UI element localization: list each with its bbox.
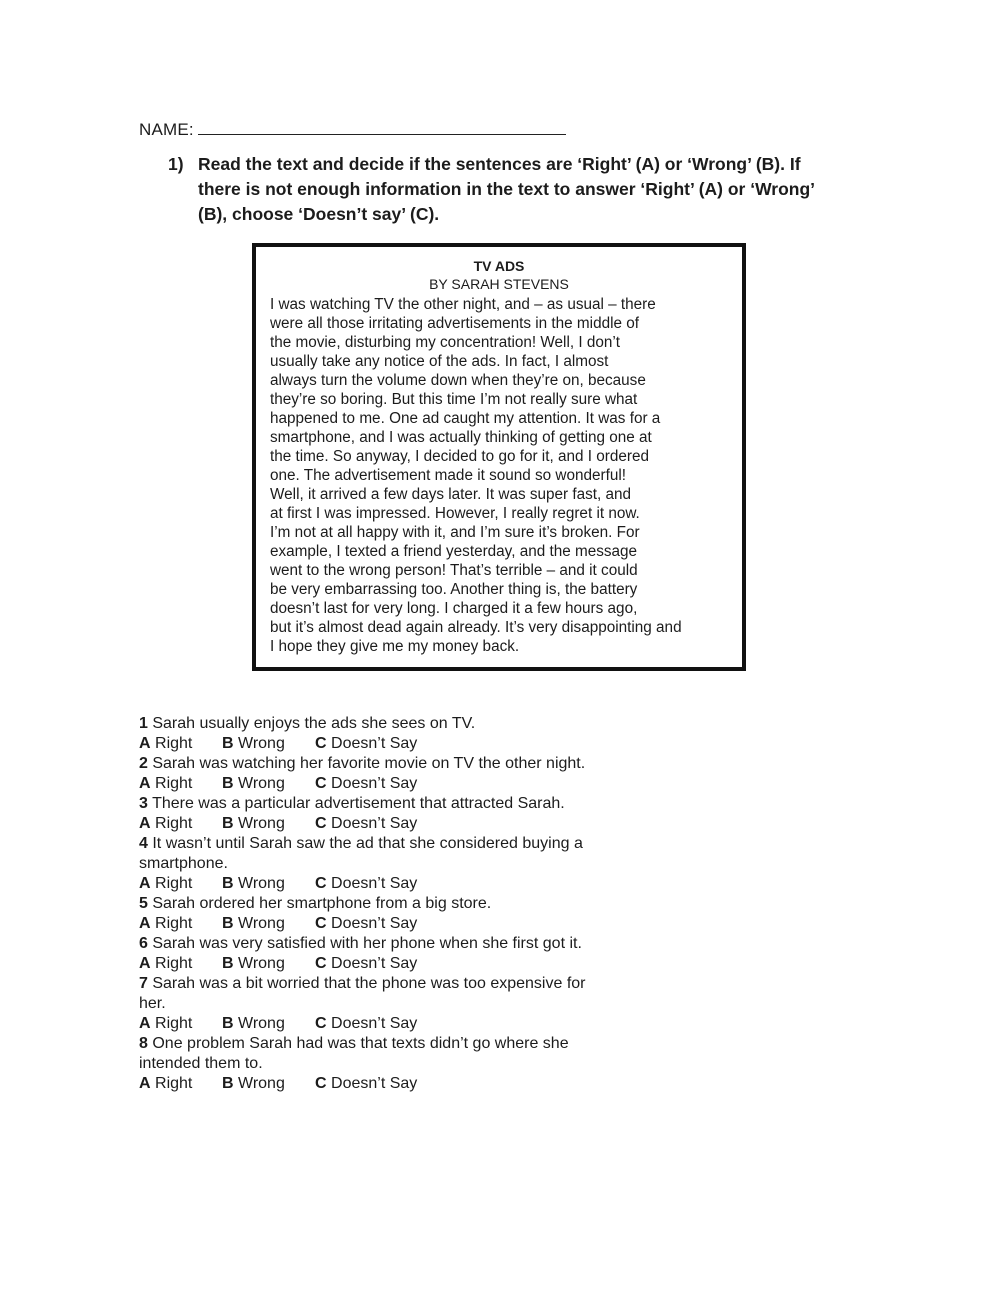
question-2 <box>139 754 609 774</box>
article-title: TV ADS <box>473 258 525 274</box>
question-number: 8 <box>139 1035 148 1052</box>
article-line: were all those irritating advertisements in the middle of <box>270 315 640 332</box>
question-number: 4 <box>139 835 148 852</box>
option-c[interactable]: C Doesn’t Say <box>315 955 418 972</box>
option-a[interactable]: A Right <box>139 915 193 932</box>
question-text: Sarah ordered her smartphone from a big store. <box>152 895 492 912</box>
name-field[interactable] <box>139 118 566 140</box>
option-a[interactable]: A Right <box>139 735 193 752</box>
question-6 <box>139 934 609 954</box>
answer-options-2 <box>139 774 609 794</box>
option-b[interactable]: B Wrong <box>222 735 285 752</box>
option-b[interactable]: B Wrong <box>222 1075 285 1092</box>
question-text: It wasn’t until Sarah saw the ad that she considered buying a smartphone. <box>139 835 583 872</box>
question-text: There was a particular advertisement that attracted Sarah. <box>152 795 565 812</box>
answer-options-6 <box>139 954 609 974</box>
article-line: at first I was impressed. However, I really regret it now. <box>270 505 640 522</box>
question-8 <box>139 1034 609 1074</box>
question-number: 1 <box>139 715 148 732</box>
option-b[interactable]: B Wrong <box>222 955 285 972</box>
answer-options-4 <box>139 874 609 894</box>
answer-options-7 <box>139 1014 609 1034</box>
question-text: Sarah was watching her favorite movie on TV the other night. <box>152 755 586 772</box>
question-text: Sarah usually enjoys the ads she sees on TV. <box>152 715 476 732</box>
article-line: doesn’t last for very long. I charged it a few hours ago, <box>270 600 638 617</box>
option-c[interactable]: C Doesn’t Say <box>315 1015 418 1032</box>
question-1 <box>139 714 609 734</box>
question-7 <box>139 974 609 1014</box>
question-list <box>139 714 609 1094</box>
article-line: smartphone, and I was actually thinking of getting one at <box>270 429 652 446</box>
option-a[interactable]: A Right <box>139 775 193 792</box>
name-label: NAME: <box>139 120 194 139</box>
instruction-text: Read the text and decide if the sentences are ‘Right’ (A) or ‘Wrong’ (B). If there is not enough information in the text to answer ‘Right’ (A) or ‘Wrong’ (B), choose ‘Doesn’t say’ (C). <box>198 154 815 224</box>
option-b[interactable]: B Wrong <box>222 915 285 932</box>
option-c[interactable]: C Doesn’t Say <box>315 815 418 832</box>
article-line: went to the wrong person! That’s terrible – and it could <box>270 562 638 579</box>
name-blank-line[interactable] <box>198 118 566 135</box>
option-a[interactable]: A Right <box>139 1015 193 1032</box>
article-line: I’m not at all happy with it, and I’m sure it’s broken. For <box>270 524 640 541</box>
article-line: always turn the volume down when they’re on, because <box>270 372 646 389</box>
question-number: 6 <box>139 935 148 952</box>
option-a[interactable]: A Right <box>139 1075 193 1092</box>
option-a[interactable]: A Right <box>139 955 193 972</box>
article-line: they’re so boring. But this time I’m not really sure what <box>270 391 638 408</box>
question-5 <box>139 894 609 914</box>
instruction-number: 1) <box>168 154 184 174</box>
option-c[interactable]: C Doesn’t Say <box>315 875 418 892</box>
question-number: 7 <box>139 975 148 992</box>
question-number: 5 <box>139 895 148 912</box>
article-line: happened to me. One ad caught my attention. It was for a <box>270 410 661 427</box>
article-body <box>270 295 732 656</box>
option-b[interactable]: B Wrong <box>222 775 285 792</box>
article-byline: BY SARAH STEVENS <box>429 276 569 292</box>
option-a[interactable]: A Right <box>139 875 193 892</box>
question-text: One problem Sarah had was that texts didn’t go where she intended them to. <box>139 1035 569 1072</box>
article-line: be very embarrassing too. Another thing is, the battery <box>270 581 638 598</box>
option-a[interactable]: A Right <box>139 815 193 832</box>
answer-options-3 <box>139 814 609 834</box>
question-text: Sarah was very satisfied with her phone when she first got it. <box>152 935 582 952</box>
article-line: example, I texted a friend yesterday, and the message <box>270 543 638 560</box>
article-line: the time. So anyway, I decided to go for it, and I ordered <box>270 448 649 465</box>
question-text: Sarah was a bit worried that the phone was too expensive for her. <box>139 975 586 1012</box>
option-c[interactable]: C Doesn’t Say <box>315 915 418 932</box>
article-line: the movie, disturbing my concentration! Well, I don’t <box>270 334 621 351</box>
article-line: I was watching TV the other night, and – as usual – there <box>270 296 656 313</box>
option-b[interactable]: B Wrong <box>222 815 285 832</box>
article-box <box>252 243 746 671</box>
article-line: I hope they give me my money back. <box>270 638 520 655</box>
answer-options-5 <box>139 914 609 934</box>
option-c[interactable]: C Doesn’t Say <box>315 735 418 752</box>
article-line: but it’s almost dead again already. It’s very disappointing and <box>270 619 682 636</box>
question-number: 3 <box>139 795 148 812</box>
answer-options-1 <box>139 734 609 754</box>
article-line: one. The advertisement made it sound so wonderful! <box>270 467 627 484</box>
article-line: Well, it arrived a few days later. It was super fast, and <box>270 486 632 503</box>
option-b[interactable]: B Wrong <box>222 1015 285 1032</box>
answer-options-8 <box>139 1074 609 1094</box>
option-b[interactable]: B Wrong <box>222 875 285 892</box>
instructions <box>168 152 838 227</box>
option-c[interactable]: C Doesn’t Say <box>315 775 418 792</box>
option-c[interactable]: C Doesn’t Say <box>315 1075 418 1092</box>
question-number: 2 <box>139 755 148 772</box>
question-4 <box>139 834 609 874</box>
article-line: usually take any notice of the ads. In fact, I almost <box>270 353 609 370</box>
question-3 <box>139 794 609 814</box>
